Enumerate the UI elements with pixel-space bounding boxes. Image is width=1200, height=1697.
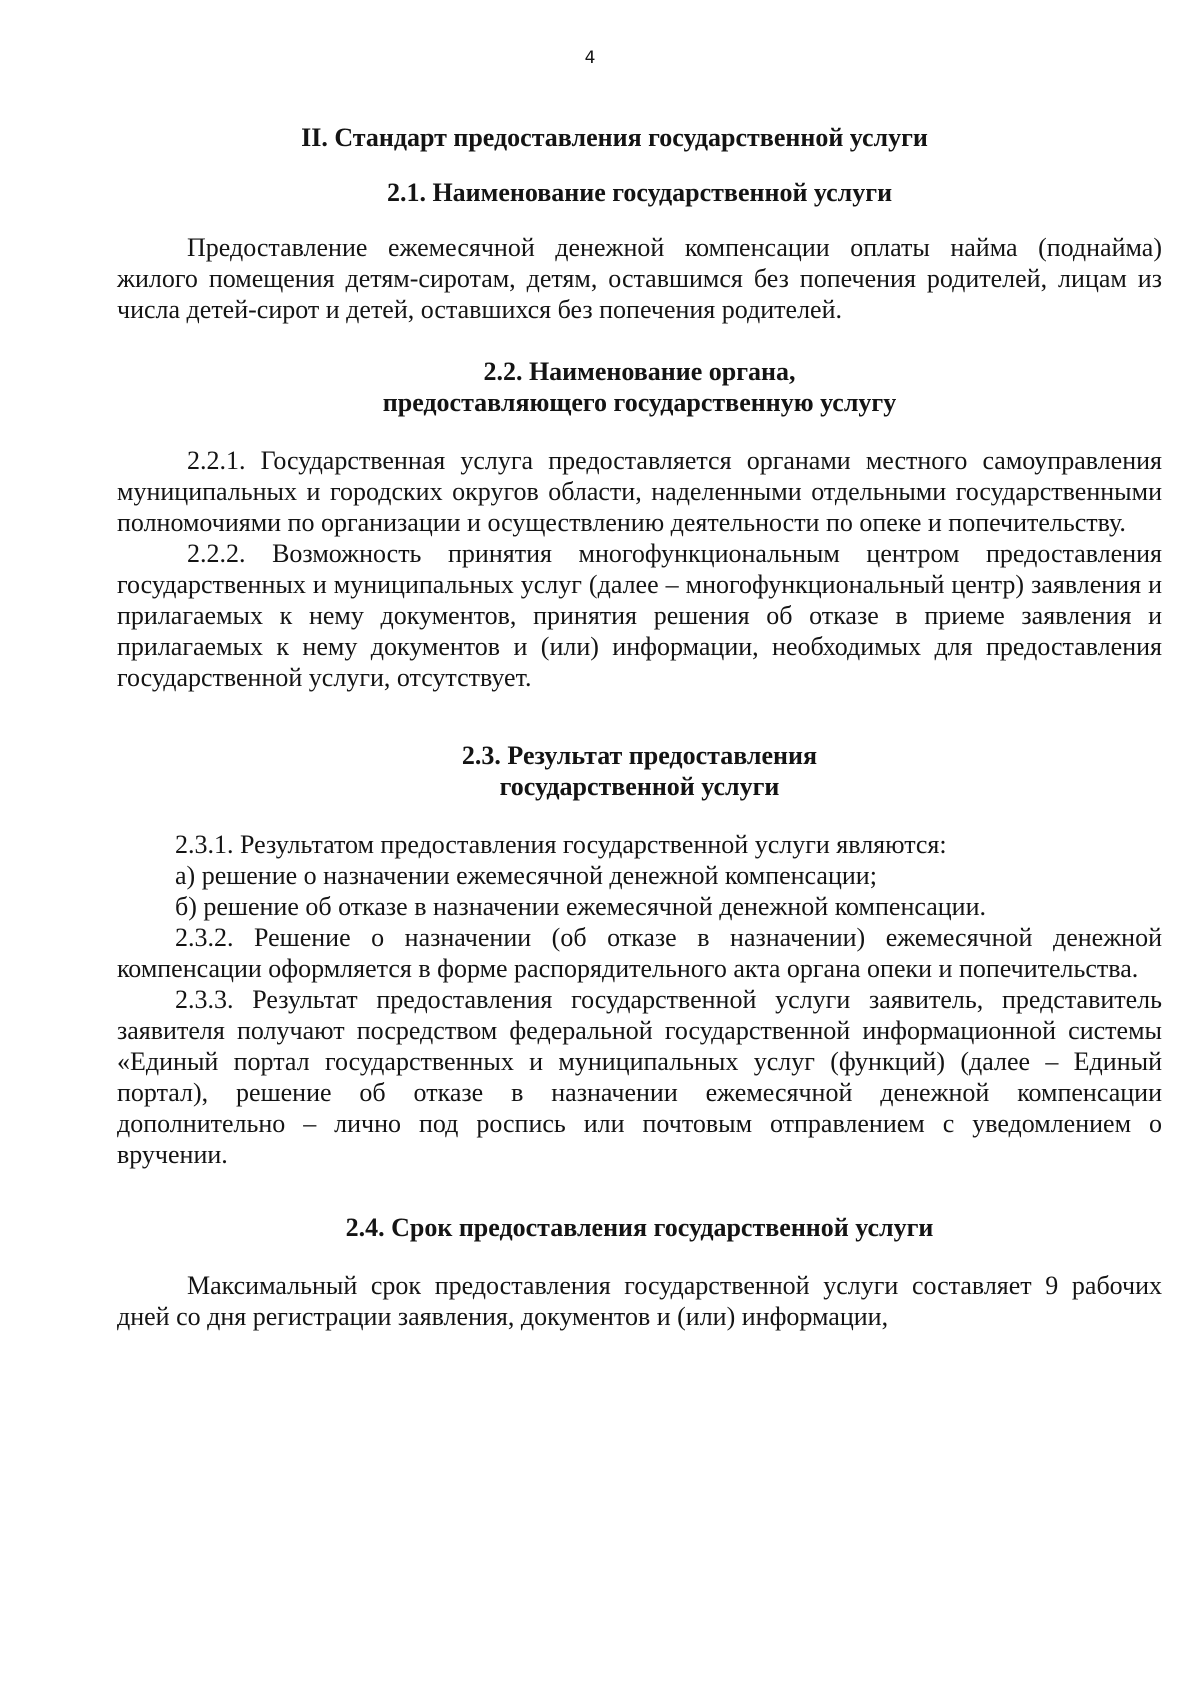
paragraph-2-3-3: 2.3.3. Результат предоставления государственной услуги заявитель, представитель заявителя получают посредством федеральной государственной информационной системы «Единый портал государственных и муниципальных услуг (функций) (далее – Единый портал), решение об отказе в назначении ежемесячной денежной компенсации дополнительно – лично под роспись или почтовым отправлением с уведомлением о вручении. bbox=[117, 985, 1162, 1169]
paragraph-2-1: Предоставление ежемесячной денежной компенсации оплаты найма (поднайма) жилого помещения детям-сиротам, детям, оставшимся без попечения родителей, лицам из числа детей-сирот и детей, оставшихся без попечения родителей. bbox=[117, 233, 1162, 324]
section-title: II. Стандарт предоставления государственной услуги bbox=[301, 123, 928, 152]
paragraph-2-3-2: 2.3.2. Решение о назначении (об отказе в назначении) ежемесячной денежной компенсации оформляется в форме распорядительного акта органа опеки и попечительства. bbox=[117, 923, 1162, 983]
heading-2-3-line1: 2.3. Результат предоставления bbox=[461, 741, 818, 770]
item-2-3-1-b: б) решение об отказе в назначении ежемесячной денежной компенсации. bbox=[175, 892, 987, 921]
page-number: 4 bbox=[584, 48, 596, 68]
heading-2-1: 2.1. Наименование государственной услуги bbox=[386, 178, 893, 207]
page-content bbox=[117, 122, 1162, 1332]
paragraph-2-2-2: 2.2.2. Возможность принятия многофункциональным центром предоставления государственных и муниципальных услуг (далее – многофункциональный центр) заявления и прилагаемых к нему документов, принятия решения об отказе в приеме заявления и прилагаемых к нему документов и (или) информации, необходимых для предоставления государственной услуги, отсутствует. bbox=[117, 539, 1162, 692]
heading-2-2-line1: 2.2. Наименование органа, bbox=[483, 357, 796, 386]
paragraph-2-2-1: 2.2.1. Государственная услуга предоставляется органами местного самоуправления муниципальных и городских округов области, наделенными отдельными государственными полномочиями по организации и осуществлению деятельности по опеке и попечительству. bbox=[117, 446, 1162, 537]
item-2-3-1-a: а) решение о назначении ежемесячной денежной компенсации; bbox=[175, 861, 877, 890]
paragraph-2-4: Максимальный срок предоставления государственной услуги составляет 9 рабочих дней со дня регистрации заявления, документов и (или) информации, bbox=[117, 1271, 1162, 1331]
paragraph-2-3-1: 2.3.1. Результатом предоставления государственной услуги являются: bbox=[175, 830, 947, 859]
heading-2-3-line2: государственной услуги bbox=[499, 772, 780, 801]
heading-2-2-line2: предоставляющего государственную услугу bbox=[382, 388, 897, 417]
heading-2-4: 2.4. Срок предоставления государственной услуги bbox=[345, 1213, 934, 1242]
